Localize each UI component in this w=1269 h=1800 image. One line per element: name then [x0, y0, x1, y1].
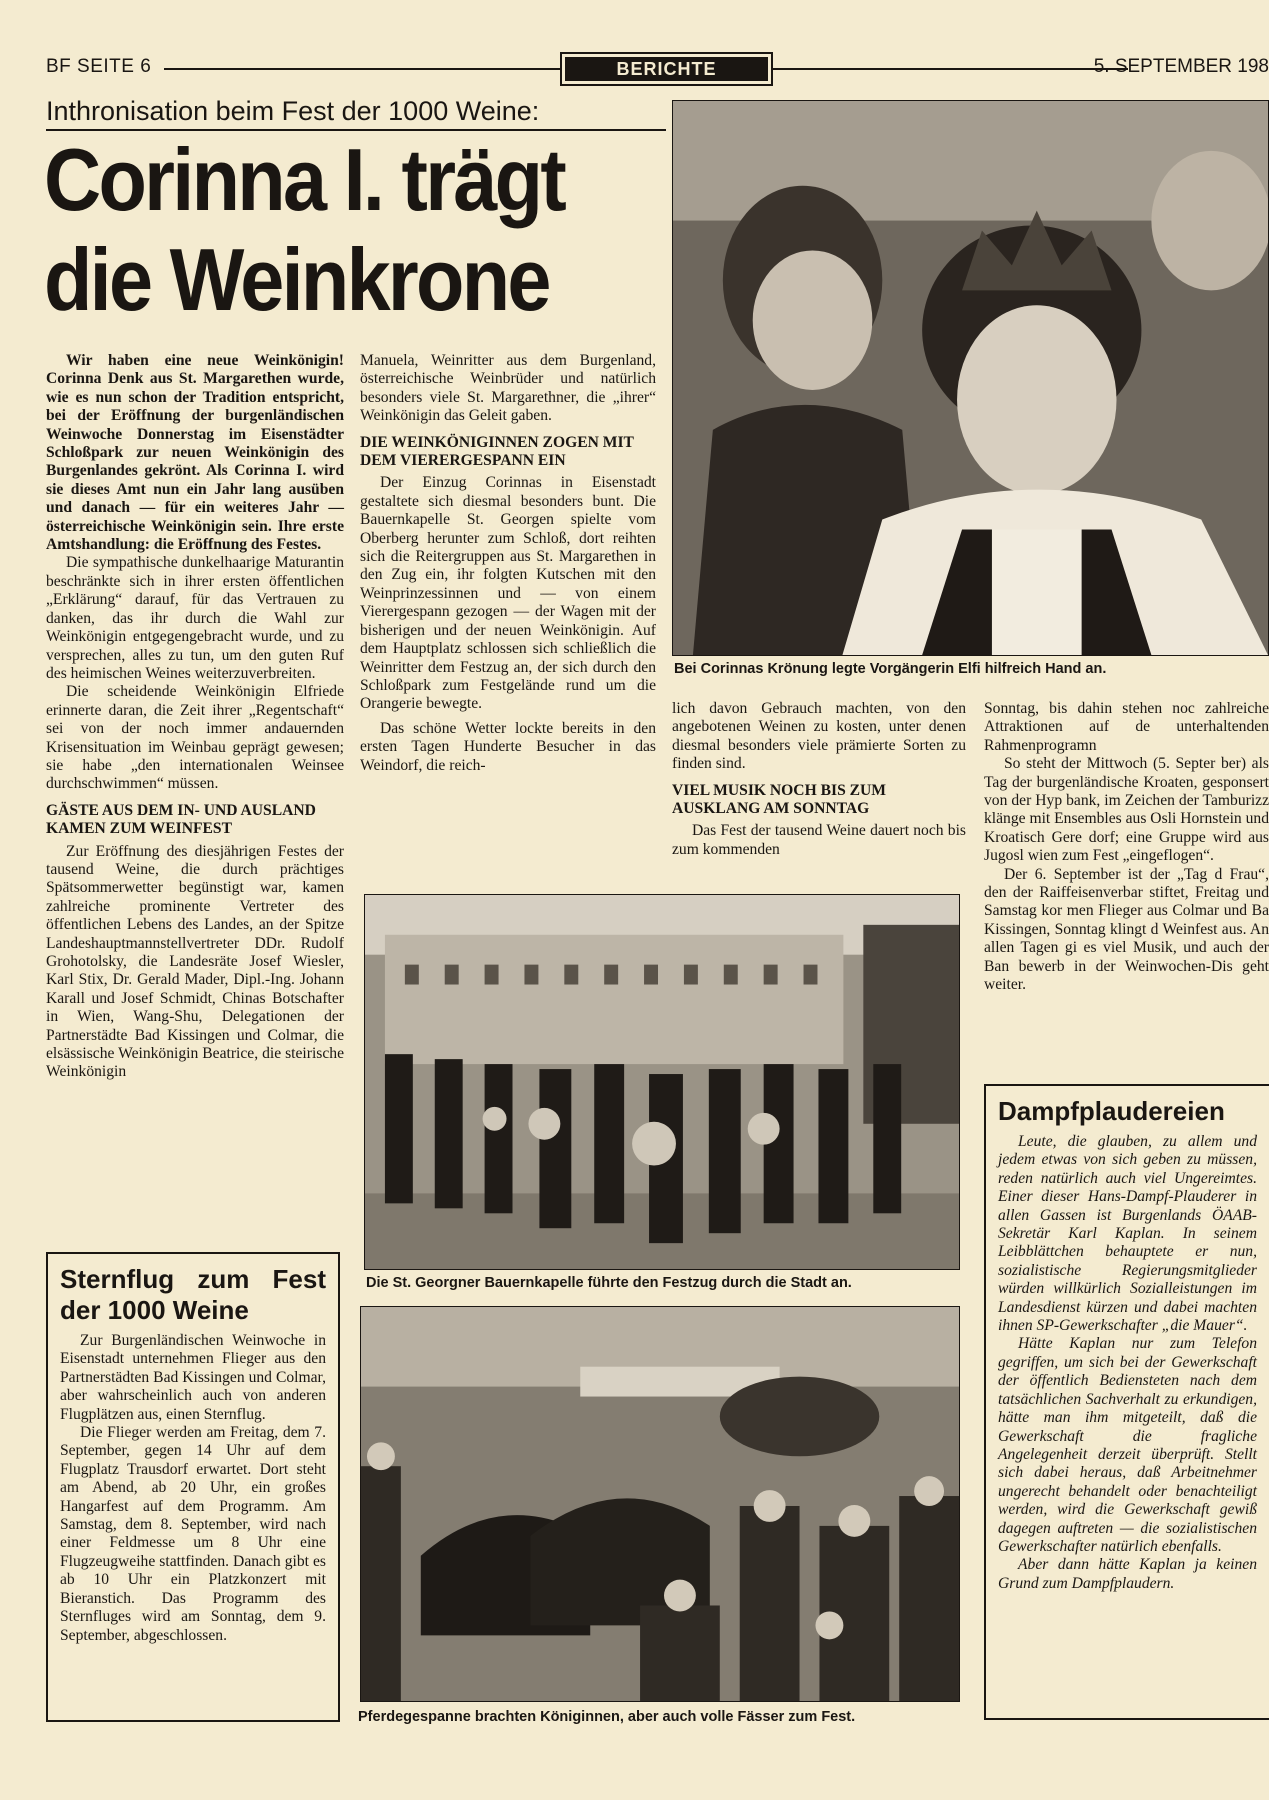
- article-subheading: GÄSTE AUS DEM IN- UND AUSLAND KAMEN ZUM WEINFEST: [46, 801, 316, 838]
- article-column-3: [672, 700, 966, 859]
- header-rule-right: [773, 68, 1128, 70]
- photo-marching-band: [364, 894, 960, 1270]
- horse-carriages-image: [361, 1307, 959, 1701]
- headline-line-2: die Weinkrone: [44, 230, 549, 329]
- article-paragraph: Sonntag, bis dahin stehen noc zahlreiche Attraktionen auf de unterhaltenden Rahmenprogramn: [984, 700, 1269, 754]
- dampfplaudereien-box: [984, 1084, 1269, 1720]
- photo-horse-carriages: [360, 1306, 960, 1702]
- headline-line-1: Corinna I. trägt: [44, 130, 565, 229]
- article-subheading: VIEL MUSIK NOCH BIS ZUM AUSKLANG AM SONNTAG: [672, 781, 887, 818]
- section-label: BERICHTE: [565, 57, 768, 81]
- article-paragraph: Die sympathische dunkelhaarige Maturantin beschränkte sich in ihrer ersten öffentlichen „Erklärung“ darauf, für das Vertrauen zu danken, das ihr durch die Wahl zur Weinkönigin entgegengebracht wurde, und zu versprechen, alles zu tun, um den guten Ruf des heimischen Weines weiterzuverbreiten.: [46, 554, 344, 682]
- article-column-2: [360, 352, 656, 775]
- article-headline: [44, 130, 611, 330]
- article-paragraph: Manuela, Weinritter aus dem Burgenland, österreichische Weinbrüder und natürlich besonders viele St. Margarethner, die „ihrer“ Weinkönigin das Geleit gaben.: [360, 352, 656, 425]
- page-header: [46, 52, 1269, 86]
- dampfplaudereien-paragraph: Hätte Kaplan nur zum Telefon gegriffen, um sich bei der Gewerkschaft der öffentlich Bediensteten nach dem tatsächlichen Sachverhalt zu erkundigen, hätte man ihm mitgeteilt, daß die Gewerkschaft die fragliche Angelegenheit derzeit überprüft. Stellt sich dabei heraus, daß Arbeitnehmer ungerecht behandelt oder benachteiligt werden, wird die Gewerkschaft gewiß dagegen auftreten — die sozialistischen Gewerkschafter natürlich ebenfalls.: [998, 1335, 1257, 1555]
- article-paragraph: Zur Eröffnung des diesjährigen Festes der tausend Weine, die durch prächtiges Spätsommerwetter begünstigt war, kamen zahlreiche prominente Vertreter des öffentlichen Lebens des Landes, an der Spitze Landeshauptmannstellvertreter DDr. Rudolf Grohotolsky, die Landesräte Josef Wiesler, Karl Stix, Dr. Gerald Mader, Dipl.-Ing. Johann Karall und Josef Schmidt, Chinas Botschafter in Wien, Wang-Shu, Delegationen der Partnerstädte Bad Kissingen und Colmar, die elsässische Weinkönigin Beatrice, die steirische Weinkönigin: [46, 842, 344, 1081]
- photo-caption-horse-carriages: Pferdegespanne brachten Königinnen, aber auch volle Fässer zum Fest.: [358, 1709, 856, 1725]
- photo-coronation: [672, 100, 1269, 656]
- dampfplaudereien-title: Dampfplaudereien: [998, 1096, 1225, 1126]
- photo-caption-marching-band: Die St. Georgner Bauernkapelle führte den Festzug durch die Stadt an.: [366, 1275, 852, 1291]
- article-column-1: [46, 352, 344, 1082]
- sternflug-paragraph: Die Flieger werden am Freitag, dem 7. September, gegen 14 Uhr auf dem Flugplatz Trausdorf erwartet. Dort steht am Abend, ab 20 Uhr, ein großes Hangarfest auf dem Programm. Am Samstag, dem 8. September, wird nach einer Feldmesse um 8 Uhr eine Flugzeugweihe stattfinden. Danach gibt es ab 10 Uhr ein Platzkonzert mit Bieranstich. Das Programm des Sternfluges wird am Sonntag, dem 9. September, abgeschlossen.: [60, 1424, 326, 1644]
- section-label-box: [560, 52, 773, 86]
- coronation-image: [673, 101, 1268, 655]
- header-rule-left: [164, 68, 560, 70]
- article-paragraph: Das schöne Wetter lockte bereits in den ersten Tagen Hunderte Besucher in das Weindorf, die reich-: [360, 719, 656, 774]
- sternflug-paragraph: Zur Burgenländischen Weinwoche in Eisenstadt unternehmen Flieger aus den Partnerstädten Bad Kissingen und Colmar, aber wahrscheinlich auch von anderen Flugplätzen aus, einen Sternflug.: [60, 1332, 326, 1423]
- article-paragraph: So steht der Mittwoch (5. Septer ber) als Tag der burgenländische Kroaten, gesponsert von der Hyp bank, im Zeichen der Tamburizz klänge mit Ensembles aus Osli Hornstein und Kroatisch Gere dorf; eine Gruppe wird aus Jugosl wien zum Fest „eingeflogen“.: [984, 755, 1269, 865]
- article-column-4: [984, 700, 1269, 995]
- sternflug-box: [46, 1252, 340, 1722]
- dampfplaudereien-paragraph: Leute, die glauben, zu allem und jedem etwas von sich geben zu müssen, reden natürlich auch viel Ungereimtes. Einer dieser Hans-Dampf-Plauderer in allen Gassen ist Burgenlands ÖAAB-Sekretär Karl Kaplan. In seinem Leibblättchen behauptete er nun, sozialistische Regierungsmitglieder würden willkürlich Sozialleistungen im Landesdienst kürzen und dabei machten ihnen SP-Gewerkschafter „die Mauer“.: [998, 1133, 1257, 1335]
- photo-caption-coronation: Bei Corinnas Krönung legte Vorgängerin Elfi hilfreich Hand an.: [674, 661, 1107, 677]
- issue-date: 5. SEPTEMBER 198: [1093, 56, 1269, 77]
- sternflug-title: Sternflug zum Fest der 1000 Weine: [60, 1264, 326, 1325]
- article-paragraph: Der Einzug Corinnas in Eisenstadt gestaltete sich diesmal besonders bunt. Die Bauernkapelle St. Georgen spielte vom Oberberg herunter zum Schloß, dort reihten sich die Reitergruppen aus St. Margarethen in den Zug ein, ihr folgten Kutschen mit den Weinprinzessinnen und — von einem Vierergespann gezogen — der Wagen mit der bisherigen und der neuen Weinkönigin. Auf dem Hauptplatz schlossen sich schließlich die Weinritter dem Festzug an, der sich durch den Schloßpark zum Festgelände rund um die Orangerie bewegte.: [360, 474, 656, 713]
- article-paragraph: lich davon Gebrauch machten, von den angebotenen Weinen zu kosten, unter denen diesmal besonders viele prämierte Sorten zu finden sind.: [672, 700, 966, 773]
- dampfplaudereien-paragraph: Aber dann hätte Kaplan ja keinen Grund zum Dampfplaudern.: [998, 1556, 1257, 1592]
- page-number: BF SEITE 6: [46, 56, 152, 77]
- article-paragraph: Das Fest der tausend Weine dauert noch bis zum kommenden: [672, 822, 966, 858]
- article-paragraph: Der 6. September ist der „Tag d Frau“, den der Raiffeisenverbar stiftet, Freitag und Samstag kor men Flieger aus Colmar und Ba Kissingen, Sonntag klingt d Weinfest aus. An allen Tagen gi es viel Musik, und auch der Ban bewerb in der Weinwochen-Dis geht weiter.: [984, 865, 1269, 994]
- article-kicker: Inthronisation beim Fest der 1000 Weine:: [46, 96, 666, 131]
- article-subheading: DIE WEINKÖNIGINNEN ZOGEN MIT DEM VIERERGESPANN EIN: [360, 433, 634, 470]
- article-lead: Wir haben eine neue Weinkönigin! Corinna Denk aus St. Margarethen wurde, wie es nun schon der Tradition entspricht, bei der Eröffnung der burgenländischen Weinwoche Donnerstag im Eisenstädter Schloßpark zur neuen Weinkönigin des Burgenlandes gekrönt. Als Corinna I. wird sie dieses Amt nun ein Jahr lang ausüben und danach — für ein weiteres Jahr — österreichische Weinkönigin sein. Ihre erste Amtshandlung: die Eröffnung des Festes.: [46, 352, 344, 554]
- article-paragraph: Die scheidende Weinkönigin Elfriede erinnerte daran, die Zeit ihrer „Regentschaft“ sei von der noch immer andauernden Krisensituation im Weinbau geprägt gewesen; sie habe „den internationalen Weinsee durchschwimmen“ müssen.: [46, 683, 344, 793]
- marching-band-image: [365, 895, 959, 1269]
